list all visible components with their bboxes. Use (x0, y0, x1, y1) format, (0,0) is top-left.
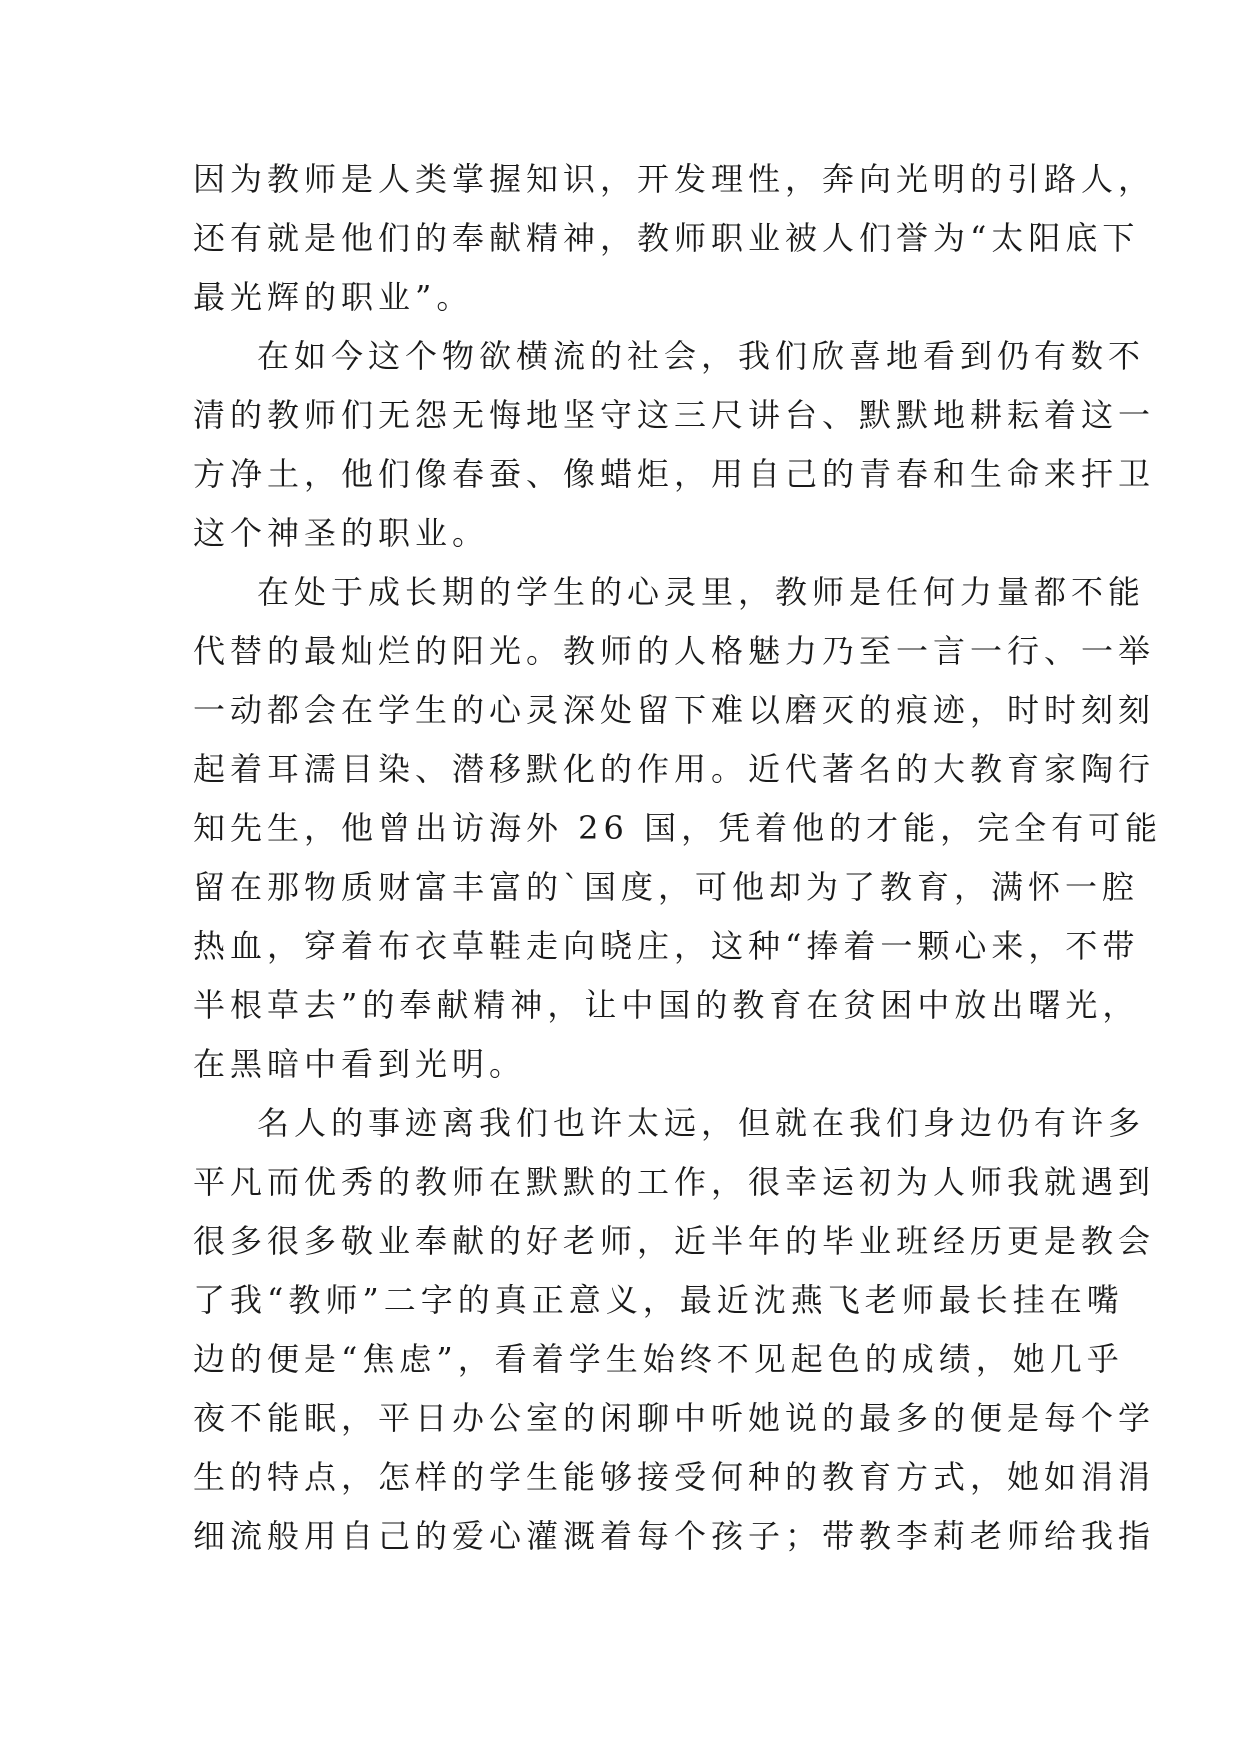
text-line: 了我“教师”二字的真正意义，最近沈燕飞老师最长挂在嘴 (193, 1281, 1124, 1319)
paragraph (193, 150, 1156, 327)
text-line: 代替的最灿烂的阳光。教师的人格魅力乃至一言一行、一举 (193, 632, 1156, 670)
text-line: 细流般用自己的爱心灌溉着每个孩子；带教李莉老师给我指 (193, 1517, 1156, 1555)
text-line: 起着耳濡目染、潜移默化的作用。近代著名的大教育家陶行 (193, 750, 1156, 788)
text-line: 平凡而优秀的教师在默默的工作，很幸运初为人师我就遇到 (193, 1163, 1156, 1201)
text-line: 还有就是他们的奉献精神，教师职业被人们誉为“太阳底下 (193, 219, 1140, 257)
paragraph (193, 563, 1163, 1094)
text-line: 在处于成长期的学生的心灵里，教师是任何力量都不能 (257, 573, 1146, 611)
text-line: 因为教师是人类掌握知识，开发理性，奔向光明的引路人， (193, 160, 1156, 198)
text-line: 留在那物质财富丰富的`国度，可他却为了教育，满怀一腔 (193, 868, 1140, 906)
paragraph (193, 1094, 1156, 1566)
paragraph (193, 327, 1156, 563)
text-line: 很多很多敬业奉献的好老师，近半年的毕业班经历更是教会 (193, 1222, 1156, 1260)
text-line: 最光辉的职业”。 (193, 278, 474, 316)
text-line: 知先生，他曾出访海外 26 国，凭着他的才能，完全有可能 (193, 809, 1163, 847)
text-line: 这个神圣的职业。 (193, 514, 490, 552)
text-line: 边的便是“焦虑”，看着学生始终不见起色的成绩，她几乎 (193, 1340, 1124, 1378)
text-line: 热血，穿着布衣草鞋走向晓庄，这种“捧着一颗心来，不带 (193, 927, 1140, 965)
text-line: 方净土，他们像春蚕、像蜡炬，用自己的青春和生命来扞卫 (193, 455, 1156, 493)
text-line: 生的特点，怎样的学生能够接受何种的教育方式，她如涓涓 (193, 1458, 1156, 1496)
text-line: 夜不能眠，平日办公室的闲聊中听她说的最多的便是每个学 (193, 1399, 1156, 1437)
text-line: 一动都会在学生的心灵深处留下难以磨灭的痕迹，时时刻刻 (193, 691, 1156, 729)
text-line: 名人的事迹离我们也许太远，但就在我们身边仍有许多 (257, 1104, 1146, 1142)
text-line: 清的教师们无怨无悔地坚守这三尺讲台、默默地耕耘着这一 (193, 396, 1156, 434)
text-line: 在黑暗中看到光明。 (193, 1045, 527, 1083)
body-text (193, 150, 1163, 1566)
text-line: 半根草去”的奉献精神，让中国的教育在贫困中放出曙光， (193, 986, 1140, 1024)
text-line: 在如今这个物欲横流的社会，我们欣喜地看到仍有数不 (257, 337, 1146, 375)
